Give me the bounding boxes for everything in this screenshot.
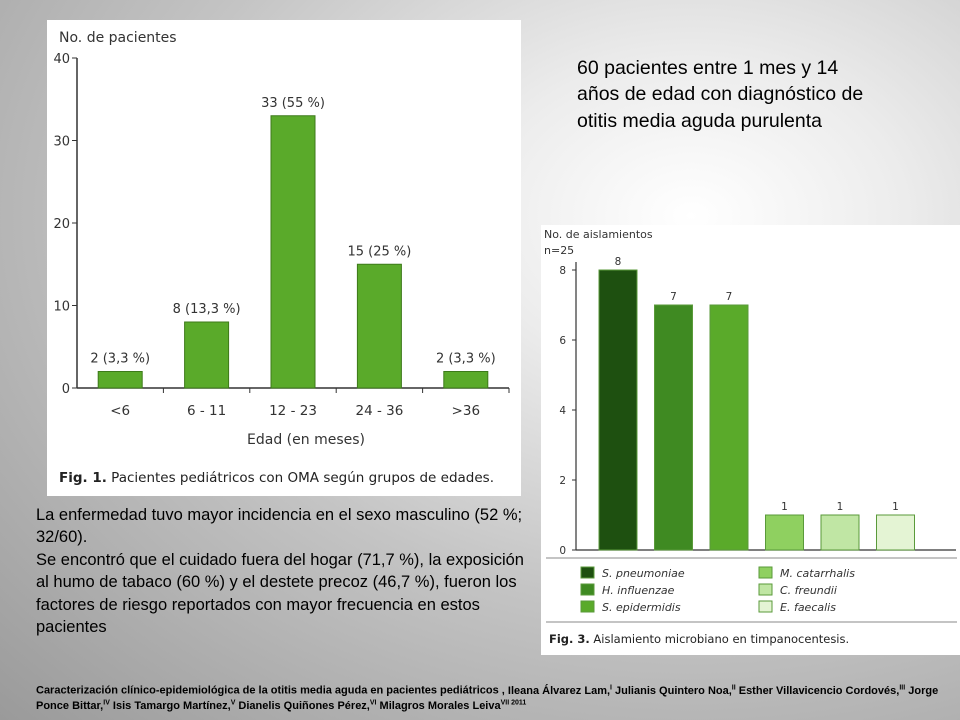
y-tick-label: 0 — [61, 382, 70, 397]
figure-1-age-groups — [47, 20, 521, 496]
legend-swatch — [759, 601, 772, 612]
citation-author-affiliation: III — [899, 684, 906, 691]
figure-caption-label: Fig. 1. — [59, 470, 107, 486]
y-axis-title: No. de pacientes — [59, 30, 177, 46]
legend-swatch — [581, 567, 594, 578]
legend-swatch — [759, 584, 772, 595]
y-tick-label: 0 — [559, 545, 566, 557]
y-axis-title: No. de aislamientos — [544, 228, 653, 241]
bar-value-label: 1 — [836, 501, 844, 513]
figure-caption — [59, 470, 494, 486]
citation-title: Caracterización clínico-epidemiológica de la otitis media aguda en pacientes pediátricos , — [36, 684, 508, 697]
citation-author: Esther Villavicencio Cordovés, — [735, 684, 900, 697]
x-tick-label: <6 — [110, 403, 131, 419]
bar-value-label: 1 — [892, 501, 899, 513]
citation-author-affiliation: IV — [103, 699, 110, 707]
y-tick-label: 10 — [53, 299, 70, 315]
bar-value-label: 2 (3,3 %) — [435, 351, 496, 367]
citation-author-affiliation: VI — [369, 699, 377, 707]
bar-value-label: 7 — [670, 291, 677, 303]
bar — [444, 372, 488, 389]
legend-swatch — [581, 584, 594, 595]
legend-label: E. faecalis — [780, 601, 836, 614]
bar — [655, 305, 693, 550]
citation-author-affiliation: I — [610, 684, 612, 691]
chart-age-groups — [47, 20, 521, 496]
bar — [766, 515, 804, 550]
bar — [877, 515, 915, 550]
y-tick-label: 40 — [53, 52, 70, 67]
y-tick-label: 30 — [53, 134, 70, 150]
citation-author: Milagros Morales Leiva — [376, 700, 501, 713]
findings-text — [36, 504, 536, 639]
y-tick-label: 6 — [559, 335, 566, 347]
bar — [98, 372, 142, 389]
citation — [36, 683, 960, 714]
bar — [821, 515, 859, 550]
legend-label: M. catarrhalis — [780, 567, 855, 580]
bar-value-label: 8 (13,3 %) — [172, 302, 241, 317]
legend-label: S. epidermidis — [602, 601, 681, 614]
figure-caption-text: Pacientes pediátricos con OMA según grupos de edades. — [106, 470, 494, 486]
bar — [271, 116, 315, 388]
x-tick-label: 12 - 23 — [269, 403, 317, 419]
bar-value-label: 15 (25 %) — [347, 244, 412, 260]
citation-author: Julianis Quintero Noa, — [611, 684, 732, 697]
bar — [185, 322, 229, 388]
figure-caption-text: Aislamiento microbiano en timpanocentesis. — [589, 632, 850, 646]
citation-author-affiliation: II — [731, 684, 736, 691]
figure-caption — [549, 632, 849, 646]
y-tick-label: 2 — [559, 475, 566, 487]
summary-text: 60 pacientes entre 1 mes y 14 años de edad con diagnóstico de otitis media aguda purulenta — [577, 57, 864, 132]
figure-caption-label: Fig. 3. — [549, 632, 590, 646]
chart-microbial-isolation — [541, 225, 960, 655]
citation-author: Dianelis Quiñones Pérez, — [235, 700, 370, 713]
bar-value-label: 1 — [781, 501, 788, 513]
legend-swatch — [759, 567, 772, 578]
bar — [357, 264, 401, 388]
citation-author: Jorge Ponce Bittar, — [36, 684, 939, 713]
legend-label: S. pneumoniae — [602, 567, 685, 580]
legend-swatch — [581, 601, 594, 612]
bar — [599, 270, 637, 550]
figure-3-microbial-isolation — [541, 225, 960, 655]
bar-value-label: 7 — [725, 291, 733, 303]
bar — [710, 305, 748, 550]
citation-author-affiliation: V — [230, 699, 236, 707]
x-tick-label: 24 - 36 — [355, 403, 404, 419]
bar-value-label: 33 (55 %) — [261, 95, 325, 111]
x-axis-title: Edad (en meses) — [247, 432, 365, 448]
y-tick-label: 20 — [53, 217, 70, 232]
findings-paragraph-2: Se encontró que el cuidado fuera del hogar (71,7 %), la exposición al humo de tabaco (60 %) y el destete precoz (46,7 %), fueron los factores de riesgo reportados con mayor frecuencia en estos pacientes — [36, 550, 524, 637]
findings-paragraph-1: La enfermedad tuvo mayor incidencia en el sexo masculino (52 %; 32/60). — [36, 506, 523, 547]
bar-value-label: 2 (3,3 %) — [90, 351, 151, 367]
y-tick-label: 4 — [559, 405, 566, 417]
citation-author: Isis Tamargo Martínez, — [109, 700, 231, 713]
x-tick-label: >36 — [451, 403, 481, 419]
legend-label: H. influenzae — [602, 584, 675, 597]
x-tick-label: 6 - 11 — [186, 403, 227, 419]
citation-author-affiliation: VII 2011 — [500, 699, 527, 707]
sample-size-note: n=25 — [544, 244, 575, 257]
legend-label: C. freundii — [780, 584, 837, 597]
y-tick-label: 8 — [559, 265, 566, 277]
bar-value-label: 8 — [614, 256, 622, 268]
citation-author: Ileana Álvarez Lam, — [507, 684, 611, 697]
